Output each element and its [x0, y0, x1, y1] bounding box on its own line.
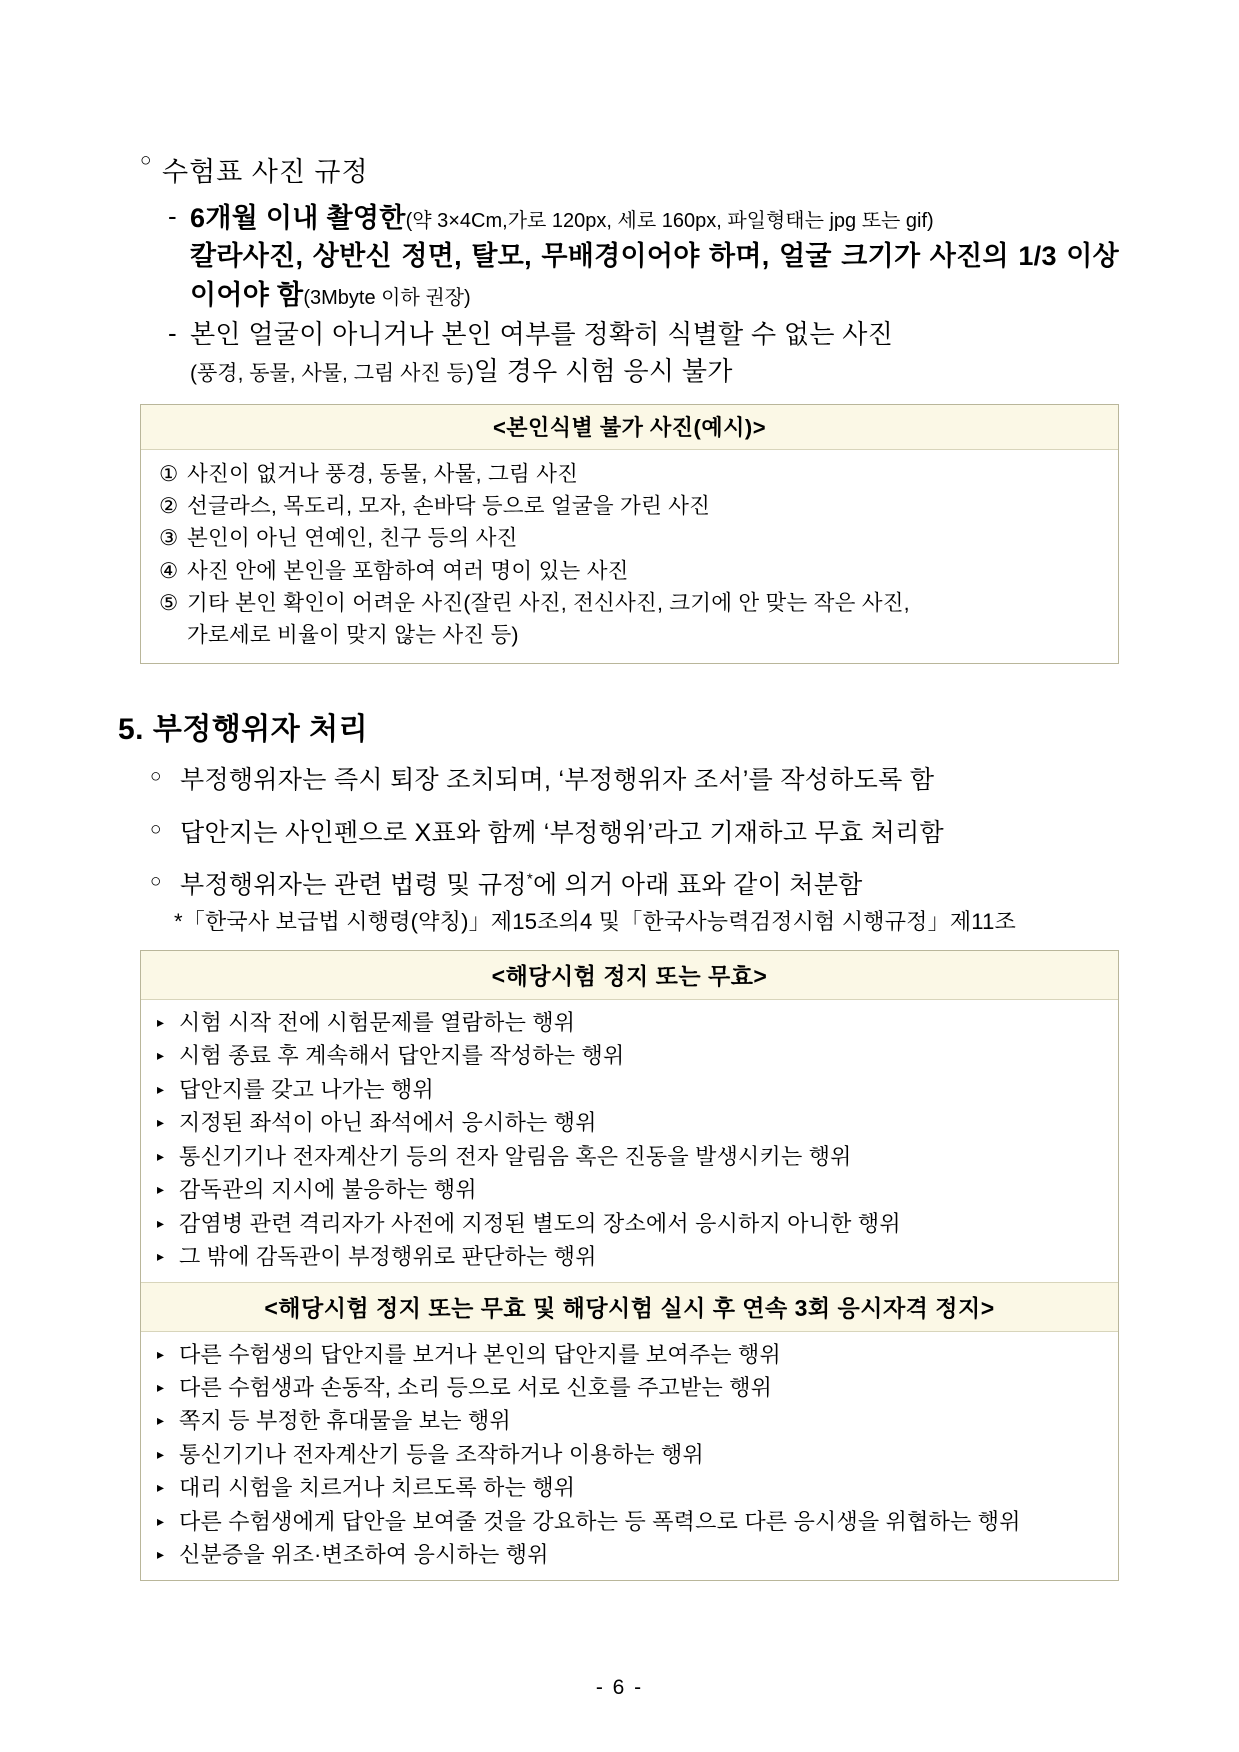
- photo-rule-2-rest: 일 경우 시험 응시 불가: [473, 355, 733, 386]
- triangle-bullet-icon: ▸: [157, 1014, 165, 1031]
- example-row-continuation-text: 가로세로 비율이 맞지 않는 사진 등): [187, 623, 519, 648]
- table-row-text: 지정된 좌석이 아닌 좌석에서 응시하는 행위: [179, 1110, 597, 1136]
- example-row-text: 선글라스, 목도리, 모자, 손바닥 등으로 얼굴을 가린 사진: [187, 494, 711, 519]
- table-row: [157, 1006, 1108, 1039]
- table-row-text: 다른 수험생과 손동작, 소리 등으로 서로 신호를 주고받는 행위: [179, 1374, 773, 1400]
- example-row-continuation: [159, 619, 1104, 651]
- cheating-bullet-1-text: 부정행위자는 즉시 퇴장 조치되며, ‘부정행위자 조서’를 작성하도록 함: [180, 766, 935, 795]
- table-row: [157, 1471, 1108, 1504]
- table-row-text: 시험 종료 후 계속해서 답안지를 작성하는 행위: [179, 1043, 625, 1069]
- table-row: [157, 1438, 1108, 1471]
- table-row-text: 감독관의 지시에 불응하는 행위: [179, 1177, 477, 1203]
- table-row: [157, 1505, 1108, 1538]
- circle-bullet-icon: ○: [150, 766, 162, 788]
- circle-bullet-icon: ○: [140, 150, 153, 171]
- example-row-number: ①: [159, 461, 179, 486]
- section-5-heading: 5. 부정행위자 처리: [118, 713, 369, 747]
- table-row-text: 다른 수험생에게 답안을 보여줄 것을 강요하는 등 폭력으로 다른 응시생을 위협하는 행위: [179, 1508, 1021, 1534]
- triangle-bullet-icon: ▸: [157, 1378, 165, 1395]
- triangle-bullet-icon: ▸: [157, 1445, 165, 1462]
- example-row-text: 사진이 없거나 풍경, 동물, 사물, 그림 사진: [187, 461, 579, 486]
- table-row-text: 답안지를 갖고 나가는 행위: [179, 1076, 434, 1102]
- table-row-text: 감염병 관련 격리자가 사전에 지정된 별도의 장소에서 응시하지 아니한 행위: [179, 1210, 901, 1236]
- legal-footnote: *「한국사 보급법 시행령(약칭)」제15조의4 및「한국사능력검정시험 시행규정」제11조: [174, 909, 1016, 935]
- example-row-text: 사진 안에 본인을 포함하여 여러 명이 있는 사진: [187, 558, 629, 583]
- penalty-table-body-2: [141, 1332, 1118, 1580]
- dash-bullet-icon: -: [168, 201, 177, 231]
- table-row: [157, 1140, 1108, 1173]
- penalty-table-head-1: <해당시험 정지 또는 무효>: [141, 951, 1118, 1000]
- table-row: [157, 1338, 1108, 1371]
- table-row: [157, 1371, 1108, 1404]
- table-row-text: 통신기기나 전자계산기 등의 전자 알림음 혹은 진동을 발생시키는 행위: [179, 1143, 852, 1169]
- penalty-table-head-2: <해당시험 정지 또는 무효 및 해당시험 실시 후 연속 3회 응시자격 정지>: [141, 1282, 1118, 1332]
- photo-rule-1-tail: (3Mbyte 이하 권장): [303, 286, 471, 309]
- triangle-bullet-icon: ▸: [157, 1248, 165, 1265]
- circle-bullet-icon: ○: [150, 818, 162, 840]
- triangle-bullet-icon: ▸: [157, 1345, 165, 1362]
- example-row: [159, 555, 1104, 587]
- example-row-text: 본인이 아닌 연예인, 친구 등의 사진: [187, 526, 518, 551]
- photo-rule-item-1: [168, 199, 1119, 314]
- example-row: [159, 490, 1104, 522]
- table-row: [157, 1073, 1108, 1106]
- photo-rule-1-bold-rest: 칼라사진, 상반신 정면, 탈모, 무배경이어야 하며, 얼굴 크기가 사진의 1/3 이상이어야 함: [190, 241, 1119, 310]
- penalty-table-body-1: [141, 1000, 1118, 1282]
- table-row: [157, 1240, 1108, 1273]
- dash-bullet-icon-2: -: [168, 317, 177, 348]
- triangle-bullet-icon: ▸: [157, 1080, 165, 1097]
- table-row-text: 다른 수험생의 답안지를 보거나 본인의 답안지를 보여주는 행위: [179, 1341, 781, 1367]
- example-row-number: ⑤: [159, 590, 179, 615]
- table-row: [157, 1173, 1108, 1206]
- table-row-text: 시험 시작 전에 시험문제를 열람하는 행위: [179, 1010, 576, 1036]
- photo-rule-1-paren: (약 3×4Cm,가로 120px, 세로 160px, 파일형태는 jpg 또는 gif): [405, 210, 934, 232]
- photo-rule-2-paren: (풍경, 동물, 사물, 그림 사진 등): [190, 361, 474, 385]
- triangle-bullet-icon: ▸: [157, 1181, 165, 1198]
- table-row: [157, 1039, 1108, 1072]
- photo-rule-item-2: [168, 316, 1119, 390]
- triangle-bullet-icon: ▸: [157, 1546, 165, 1563]
- table-row-text: 쪽지 등 부정한 휴대물을 보는 행위: [179, 1408, 511, 1434]
- penalty-table: [140, 950, 1119, 1581]
- example-row: [159, 458, 1104, 490]
- triangle-bullet-icon: ▸: [157, 1114, 165, 1131]
- example-row: [159, 587, 1104, 619]
- triangle-bullet-icon: ▸: [157, 1512, 165, 1529]
- cheating-bullet-1: [150, 762, 1119, 798]
- page-number: - 6 -: [595, 1676, 644, 1699]
- cheating-bullet-3-pre: 부정행위자는 관련 법령 및 규정: [180, 870, 527, 899]
- triangle-bullet-icon: ▸: [157, 1412, 165, 1429]
- photo-rules-title: 수험표 사진 규정: [162, 157, 369, 187]
- table-row-text: 대리 시험을 치르거나 치르도록 하는 행위: [179, 1475, 576, 1501]
- circle-bullet-icon: ○: [150, 870, 162, 892]
- cheating-bullet-2: [150, 815, 1119, 851]
- cheating-bullet-3-post: 에 의거 아래 표와 같이 처분함: [532, 870, 863, 899]
- table-row: [157, 1538, 1108, 1571]
- example-row: [159, 522, 1104, 554]
- unidentifiable-photo-examples-box: [140, 404, 1119, 665]
- triangle-bullet-icon: ▸: [157, 1479, 165, 1496]
- photo-rules-heading: [140, 150, 1119, 189]
- example-row-number: ③: [159, 526, 179, 551]
- table-row-text: 통신기기나 전자계산기 등을 조작하거나 이용하는 행위: [179, 1441, 704, 1467]
- table-row: [157, 1207, 1108, 1240]
- example-row-number: ②: [159, 494, 179, 519]
- photo-rule-1-bold-lead: 6개월 이내 촬영한: [190, 203, 406, 233]
- triangle-bullet-icon: ▸: [157, 1214, 165, 1231]
- table-row-text: 그 밖에 감독관이 부정행위로 판단하는 행위: [179, 1244, 597, 1270]
- photo-rule-2-line1: 본인 얼굴이 아니거나 본인 여부를 정확히 식별할 수 없는 사진: [190, 318, 894, 349]
- cheating-bullet-3: [150, 867, 1119, 903]
- table-row-text: 신분증을 위조·변조하여 응시하는 행위: [179, 1542, 549, 1568]
- table-row: [157, 1404, 1108, 1437]
- triangle-bullet-icon: ▸: [157, 1147, 165, 1164]
- examples-box-title: <본인식별 불가 사진(예시)>: [141, 405, 1118, 450]
- cheating-bullet-3-superscript: *: [526, 870, 533, 888]
- example-row-number: ④: [159, 558, 179, 583]
- cheating-bullet-2-text: 답안지는 사인펜으로 X표와 함께 ‘부정행위’라고 기재하고 무효 처리함: [180, 818, 945, 847]
- triangle-bullet-icon: ▸: [157, 1047, 165, 1064]
- example-row-text: 기타 본인 확인이 어려운 사진(잘린 사진, 전신사진, 크기에 안 맞는 작은 사진,: [187, 590, 910, 615]
- table-row: [157, 1106, 1108, 1139]
